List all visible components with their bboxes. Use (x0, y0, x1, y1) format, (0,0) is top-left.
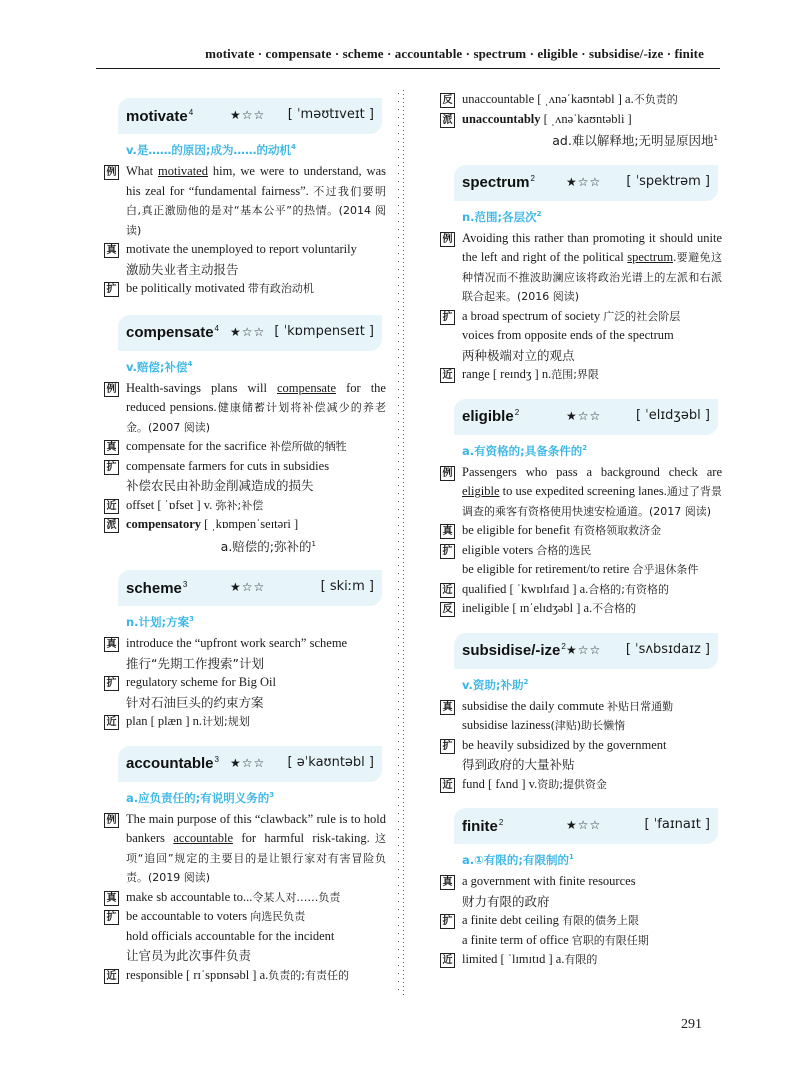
headword-box (118, 315, 382, 351)
extension-2-zh: 两种极端对立的观点 (462, 347, 575, 363)
extension-2: hold officials accountable for the incident (126, 928, 335, 943)
entry-motivate (104, 98, 386, 299)
running-header: motivate · compensate · scheme · accountable · spectrum · eligible · subsidise/-ize · finite (205, 46, 704, 61)
derivative: 派 compensatory [ ˌkɒmpenˈseɪtəri ] (104, 515, 386, 535)
extension: 扩 eligible voters 合格的选民 (440, 541, 722, 561)
extension-zh: 得到政府的大量补贴 (462, 757, 575, 773)
star-rating: ★☆☆ (566, 174, 602, 189)
headword: spectrum$^2$ (462, 174, 535, 192)
synonym: 近 limited [ ˈlɪmɪtɪd ] a.有限的 (440, 950, 722, 970)
part-of-speech: v.赔偿;补偿$^4$ (126, 359, 193, 374)
real-exam: 真 be eligible for benefit 有资格领取救济金 (440, 521, 722, 541)
extension: 扩 a broad spectrum of society 广泛的社会阶层 (440, 307, 722, 327)
example: 例 Health-savings plans will compensate for the reduced pensions.健康储蓄计划将补偿减少的养老金。(2007 阅读) (104, 379, 386, 438)
right-column (440, 90, 722, 970)
antonym: 反 ineligible [ ɪnˈelɪdʒəbl ] a.不合格的 (440, 599, 722, 619)
left-column (104, 90, 386, 985)
entry-accountable-continued (440, 90, 722, 151)
extension-2: a finite term of office 官职的有限任期 (462, 932, 649, 947)
synonym: 近 responsible [ rɪˈspɒnsəbl ] a.负责的;有责任的 (104, 966, 386, 986)
headword-box (454, 633, 718, 669)
entry-subsidise (440, 633, 722, 795)
headword-box (118, 98, 382, 134)
star-rating: ★☆☆ (566, 408, 602, 423)
headword-box (118, 746, 382, 782)
example: 例 What motivated him, we were to understand, was his zeal for “fundamental fairness”. 不过我们要明白,真正激励他的是对“基本公平”的热情。(2014 阅读) (104, 162, 386, 240)
entry-scheme (104, 570, 386, 732)
real-exam: 真 compensate for the sacrifice 补偿所做的牺牲 (104, 437, 386, 457)
part-of-speech: n.范围;各层次$^2$ (462, 209, 542, 224)
part-of-speech: v.是……的原因;成为……的动机$^4$ (126, 143, 296, 157)
real-exam-zh: 推行“先期工作搜索”计划 (126, 655, 264, 671)
extension-2: be eligible for retirement/to retire 合乎退休条件 (462, 562, 699, 577)
star-rating: ★☆☆ (566, 642, 602, 657)
extension-2: voices from opposite ends of the spectrum (462, 328, 674, 343)
extension: 扩 be accountable to voters 向选民负责 (104, 907, 386, 927)
derivative-def: a.赔偿的;弥补的$^1$ (220, 538, 316, 554)
phonetic: [ ˈməʊtɪveɪt ] (287, 107, 374, 122)
header-rule (96, 68, 720, 69)
headword: compensate$^4$ (126, 324, 219, 341)
headword: eligible$^2$ (462, 408, 520, 426)
star-rating: ★☆☆ (566, 818, 602, 833)
real-exam: 真 motivate the unemployed to report voluntarily (104, 240, 386, 260)
derivative: 派 unaccountably [ ˌʌnəˈkaʊntəbli ] (440, 110, 722, 130)
real-exam-zh: 激励失业者主动报告 (126, 261, 239, 277)
star-rating: ★☆☆ (230, 580, 266, 595)
synonym: 近 plan [ plæn ] n.计划;规划 (104, 712, 386, 732)
phonetic: [ ˈfaɪnaɪt ] (644, 817, 710, 833)
extension: 扩 regulatory scheme for Big Oil (104, 673, 386, 693)
star-rating: ★☆☆ (230, 108, 266, 122)
star-rating: ★☆☆ (230, 324, 266, 339)
extension: 扩 a finite debt ceiling 有限的债务上限 (440, 911, 722, 931)
extension: 扩 be heavily subsidized by the government (440, 736, 722, 756)
example: 例 Passengers who pass a background check are eligible to use expedited screening lanes.通过了背景调查的乘客有资格使用快速安检通道。(2017 阅读) (440, 463, 722, 522)
column-divider (395, 90, 407, 995)
headword: scheme$^3$ (126, 579, 188, 597)
part-of-speech: a.有资格的;具备条件的$^2$ (462, 443, 588, 458)
headword: motivate$^4$ (126, 107, 194, 125)
headword-box (118, 570, 382, 606)
synonym: 近 offset [ ˈɒfset ] v. 弥补;补偿 (104, 496, 386, 516)
example: 例 Avoiding this rather than promoting it should unite the left and right of the political spectrum.要避免这种情况而不推波助澜应该将政治光谱上的左派和右派联合起来。(2016 阅读) (440, 229, 722, 307)
star-rating: ★☆☆ (230, 755, 266, 770)
headword: finite$^2$ (462, 817, 504, 835)
extension-zh: 针对石油巨头的约束方案 (126, 694, 264, 710)
headword-box (454, 165, 718, 201)
phonetic: [ ˈspektrəm ] (626, 173, 710, 189)
phonetic: [ əˈkaʊntəbl ] (287, 754, 374, 770)
part-of-speech: a.①有限的;有限制的$^1$ (462, 853, 574, 868)
extension: 扩 be politically motivated 带有政治动机 (104, 279, 386, 299)
derivative-def: ad.难以解释地;无明显原因地$^1$ (552, 133, 718, 149)
phonetic: [ ˈelɪdʒəbl ] (635, 407, 710, 423)
entry-compensate (104, 315, 386, 557)
phonetic: [ ˈsʌbsɪdaɪz ] (625, 641, 710, 657)
synonym: 近 range [ reɪndʒ ] n.范围;界限 (440, 365, 722, 385)
real-exam-2: subsidise laziness(津贴)助长懒惰 (462, 718, 626, 733)
synonym: 近 qualified [ ˈkwɒlɪfaɪd ] a.合格的;有资格的 (440, 580, 722, 600)
real-exam: 真 make sb accountable to...令某人对……负责 (104, 888, 386, 908)
extension-2-zh: 让官员为此次事件负责 (126, 948, 252, 964)
headword: accountable$^3$ (126, 755, 219, 773)
real-exam: 真 subsidise the daily commute 补贴日常通勤 (440, 697, 722, 717)
part-of-speech: n.计划;方案$^3$ (126, 615, 195, 630)
entry-spectrum (440, 165, 722, 385)
real-exam: 真 a government with finite resources (440, 872, 722, 892)
phonetic: [ skiːm ] (320, 579, 374, 595)
page-number: 291 (681, 1017, 702, 1032)
extension: 扩 compensate farmers for cuts in subsidies (104, 457, 386, 477)
headword-box (454, 808, 718, 844)
phonetic: [ ˈkɒmpenseɪt ] (274, 323, 374, 339)
entry-accountable (104, 746, 386, 986)
synonym: 近 fund [ fʌnd ] v.资助;提供资金 (440, 775, 722, 795)
headword: subsidise/-ize$^2$ (462, 642, 566, 660)
real-exam-zh: 财力有限的政府 (462, 893, 550, 909)
real-exam: 真 introduce the “upfront work search” scheme (104, 634, 386, 654)
entry-finite (440, 808, 722, 970)
part-of-speech: a.应负责任的;有说明义务的$^3$ (126, 790, 275, 805)
headword-box (454, 399, 718, 435)
antonym: 反 unaccountable [ ˌʌnəˈkaʊntəbl ] a.不负责的 (440, 90, 722, 110)
entry-eligible (440, 399, 722, 619)
extension-zh: 补偿农民由补助金削减造成的损失 (126, 478, 314, 493)
example-tag: 例 (104, 165, 119, 180)
example: 例 The main purpose of this “clawback” rule is to hold bankers accountable for harmful risk-taking.这项“追回”规定的主要目的是让银行家对有害冒险负责。(2019 阅读) (104, 810, 386, 888)
part-of-speech: v.资助;补助$^2$ (462, 677, 529, 692)
